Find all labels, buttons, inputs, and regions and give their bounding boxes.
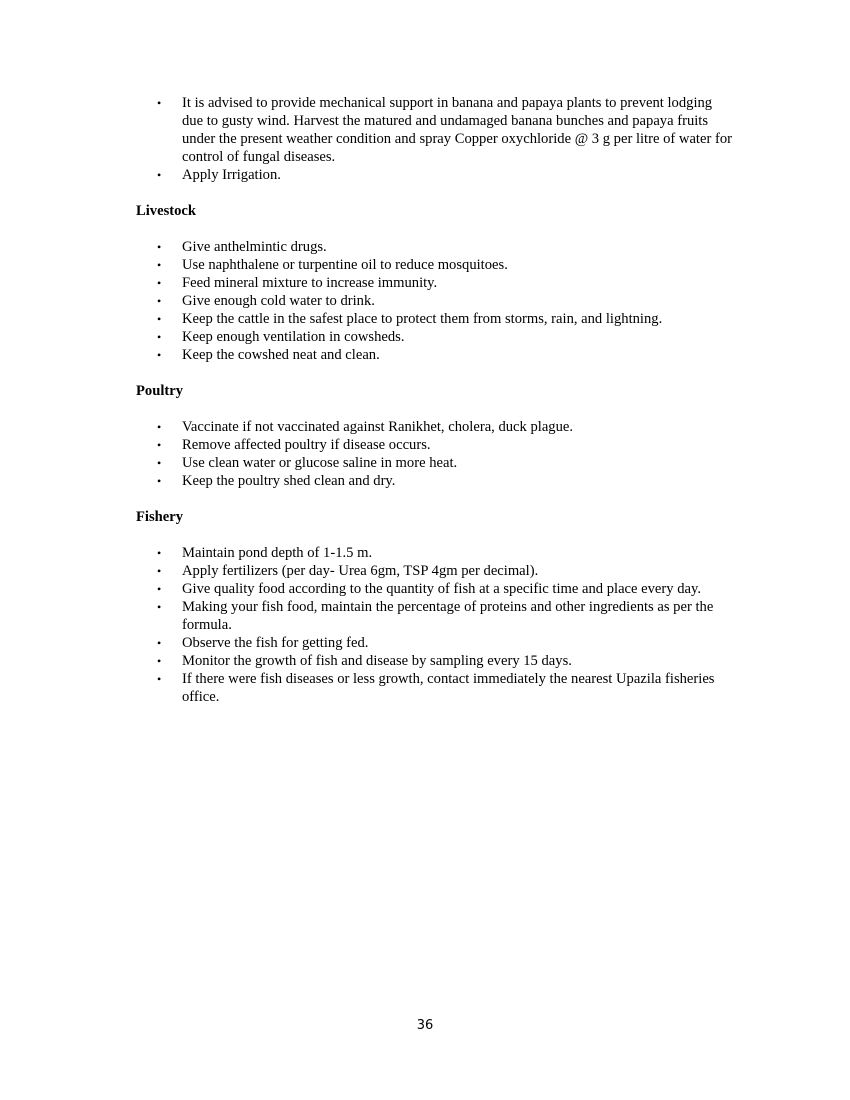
bullet-icon: •	[157, 312, 162, 326]
list-item	[136, 634, 736, 652]
bullet-icon: •	[157, 96, 162, 110]
section-heading-livestock: Livestock	[136, 203, 196, 219]
list-item-text: Vaccinate if not vaccinated against Ranikhet, cholera, duck plague.	[182, 419, 574, 435]
list-item	[136, 256, 736, 274]
list-item-text: Use naphthalene or turpentine oil to reduce mosquitoes.	[182, 257, 508, 273]
bullet-icon: •	[157, 582, 162, 596]
list-item	[136, 562, 736, 580]
fishery-bullet-list	[136, 544, 736, 706]
list-item	[136, 346, 736, 364]
bullet-icon: •	[157, 474, 162, 488]
list-item	[136, 436, 736, 454]
list-item-text: Keep the cowshed neat and clean.	[182, 347, 380, 363]
list-item-text: Observe the fish for getting fed.	[182, 635, 369, 651]
list-item-text: Making your fish food, maintain the percentage of proteins and other ingredients as per the formula.	[182, 599, 714, 633]
list-item-text: Give anthelmintic drugs.	[182, 239, 327, 255]
list-item	[136, 274, 736, 292]
list-item-text: Keep the poultry shed clean and dry.	[182, 473, 396, 489]
list-item-text: Feed mineral mixture to increase immunity.	[182, 275, 438, 291]
bullet-icon: •	[157, 258, 162, 272]
list-item	[136, 310, 736, 328]
list-item-text: Remove affected poultry if disease occurs.	[182, 437, 431, 453]
bullet-icon: •	[157, 420, 162, 434]
bullet-icon: •	[157, 330, 162, 344]
bullet-icon: •	[157, 240, 162, 254]
list-item	[136, 94, 736, 166]
section-heading-fishery: Fishery	[136, 509, 184, 525]
page-content	[136, 94, 736, 706]
bullet-icon: •	[157, 168, 162, 182]
section-heading-poultry: Poultry	[136, 383, 184, 399]
bullet-icon: •	[157, 600, 162, 614]
list-item	[136, 652, 736, 670]
intro-bullet-list	[136, 94, 736, 184]
poultry-bullet-list	[136, 418, 736, 490]
list-item-text: Keep enough ventilation in cowsheds.	[182, 329, 405, 345]
list-item	[136, 544, 736, 562]
bullet-icon: •	[157, 294, 162, 308]
list-item-text: If there were fish diseases or less growth, contact immediately the nearest Upazila fisheries office.	[182, 671, 715, 705]
bullet-icon: •	[157, 672, 162, 686]
page-number: 36	[416, 1018, 434, 1033]
list-item	[136, 328, 736, 346]
list-item	[136, 670, 736, 706]
list-item-text: Give quality food according to the quantity of fish at a specific time and place every day.	[182, 581, 701, 597]
bullet-icon: •	[157, 276, 162, 290]
list-item-text: It is advised to provide mechanical support in banana and papaya plants to prevent lodging due to gusty wind. Harvest the matured and undamaged banana bunches and papaya fruits under the present weather condition and spray Copper oxychloride @ 3 g per litre of water for control of fungal diseases.	[182, 95, 732, 165]
list-item	[136, 472, 736, 490]
bullet-icon: •	[157, 546, 162, 560]
livestock-bullet-list	[136, 238, 736, 364]
list-item	[136, 598, 736, 634]
list-item	[136, 166, 736, 184]
list-item	[136, 238, 736, 256]
list-item-text: Monitor the growth of fish and disease by sampling every 15 days.	[182, 653, 572, 669]
bullet-icon: •	[157, 438, 162, 452]
bullet-icon: •	[157, 636, 162, 650]
bullet-icon: •	[157, 348, 162, 362]
list-item-text: Apply fertilizers (per day- Urea 6gm, TSP 4gm per decimal).	[182, 563, 539, 579]
list-item	[136, 580, 736, 598]
list-item-text: Use clean water or glucose saline in more heat.	[182, 455, 458, 471]
list-item-text: Give enough cold water to drink.	[182, 293, 375, 309]
bullet-icon: •	[157, 564, 162, 578]
list-item	[136, 292, 736, 310]
list-item	[136, 454, 736, 472]
list-item-text: Maintain pond depth of 1-1.5 m.	[182, 545, 373, 561]
bullet-icon: •	[157, 456, 162, 470]
bullet-icon: •	[157, 654, 162, 668]
list-item-text: Keep the cattle in the safest place to protect them from storms, rain, and lightning.	[182, 311, 663, 327]
list-item	[136, 418, 736, 436]
list-item-text: Apply Irrigation.	[182, 167, 281, 183]
